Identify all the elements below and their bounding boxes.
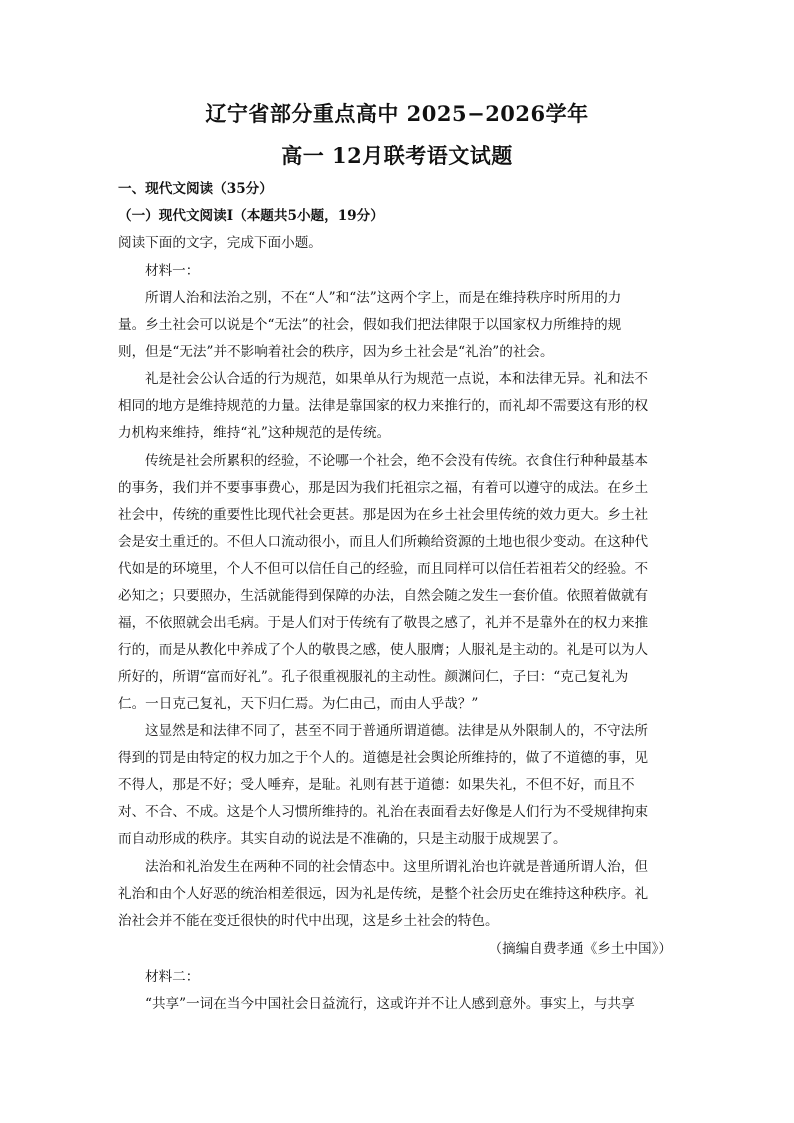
text-line: 对、不合、不成。这是个人习惯所维持的。礼治在表面看去好像是人们行为不受规律拘束 (118, 804, 649, 820)
text-line: 相同的地方是维持规范的力量。法律是靠国家的权力来推行的，而礼却不需要这有形的权 (118, 398, 649, 414)
text-line: 而自动形成的秩序。其实自动的说法是不准确的，只是主动服于成规罢了。 (118, 831, 567, 847)
text-line: 社会中，传统的重要性比现代社会更甚。那是因为在乡土社会里传统的效力更大。乡土社 (118, 507, 649, 523)
material2-label: 材料二： (145, 969, 200, 985)
text-line: 传统是社会所累积的经验，不论哪一个社会，绝不会没有传统。衣食住行种种最基本 (145, 453, 648, 469)
exam-title-line1: 辽宁省部分重点高中 2025−2026学年 (205, 101, 589, 126)
exam-title-line2: 高一 12月联考语文试题 (281, 143, 513, 168)
text-line: 不得人，那是不好；受人唾弃，是耻。礼则有甚于道德：如果失礼，不但不好，而且不 (118, 777, 635, 793)
text-line: 福，不依照就会出毛病。于是人们对于传统有了敬畏之感了，礼并不是靠外在的权力来推 (118, 615, 649, 631)
text-line: 代如是的环境里，个人不但可以信任自己的经验，而且同样可以信任若祖若父的经验。不 (118, 561, 649, 577)
text-line: 力机构来维持，维持“礼”这种规范的是传统。 (118, 425, 391, 441)
section-heading: 一、现代文阅读（35分） (118, 181, 273, 197)
text-line: 得到的罚是由特定的权力加之于个人的。道德是社会舆论所维持的，做了不道德的事，见 (118, 750, 649, 766)
reading-instruction: 阅读下面的文字，完成下面小题。 (118, 235, 322, 251)
text-line: 法治和礼治发生在两种不同的社会情态中。这里所谓礼治也许就是普通所谓人治，但 (145, 859, 648, 875)
text-line: “共享”一词在当今中国社会日益流行，这或许并不让人感到意外。事实上，与共享 (145, 996, 635, 1012)
subsection-heading: （一）现代文阅读Ⅰ（本题共5小题，19分） (118, 208, 384, 224)
text-line: 礼治和由个人好恶的统治相差很远，因为礼是传统，是整个社会历史在维持这种秩序。礼 (118, 886, 649, 902)
text-line: 必知之；只要照办，生活就能得到保障的办法，自然会随之发生一套价值。依照着做就有 (118, 588, 649, 604)
text-line: 行的，而是从教化中养成了个人的敬畏之感，使人服膺；人服礼是主动的。礼是可以为人 (118, 642, 649, 658)
text-line: 会是安土重迁的。不但人口流动很小，而且人们所赖给资源的土地也很少变动。在这种代 (118, 534, 649, 550)
text-line: 礼是社会公认合适的行为规范，如果单从行为规范一点说，本和法律无异。礼和法不 (145, 371, 648, 387)
text-line: 仁。一日克己复礼，天下归仁焉。为仁由己，而由人乎哉？” (118, 696, 479, 712)
text-line: 则，但是“无法”并不影响着社会的秩序，因为乡土社会是“礼治”的社会。 (118, 344, 554, 360)
text-line: 的事务，我们并不要事事费心，那是因为我们托祖宗之福，有着可以遵守的成法。在乡土 (118, 480, 649, 496)
text-line: 所好的，所谓“富而好礼”。孔子很重视服礼的主动性。颜渊问仁，子曰：“克己复礼为 (118, 669, 629, 685)
text-line: 这显然是和法律不同了，甚至不同于普通所谓道德。法律是从外限制人的，不守法所 (145, 723, 648, 739)
text-line: 治社会并不能在变迁很快的时代中出现，这是乡土社会的特色。 (118, 913, 499, 929)
text-line: 所谓人治和法治之别，不在“人”和“法”这两个字上，而是在维持秩序时所用的力 (145, 290, 622, 306)
material1-label: 材料一： (145, 263, 200, 279)
source-citation: （摘编自费孝通《乡土中国》） (488, 941, 672, 957)
text-line: 量。乡土社会可以说是个“无法”的社会，假如我们把法律限于以国家权力所维持的规 (118, 317, 622, 333)
